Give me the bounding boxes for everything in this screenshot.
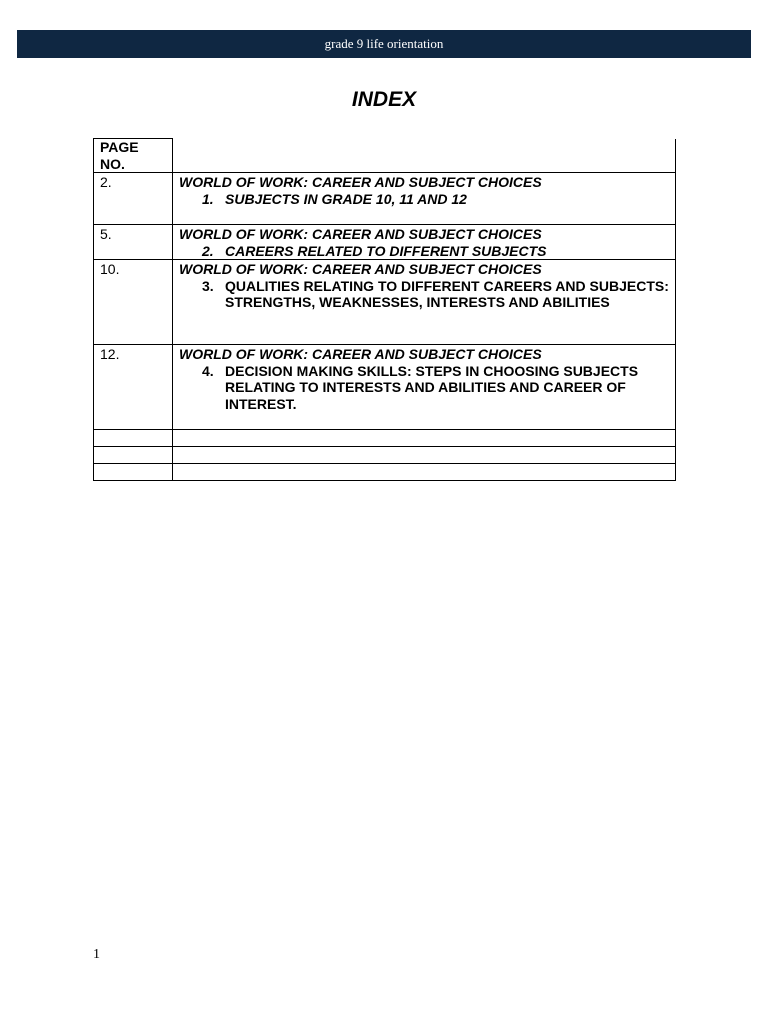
sub-item xyxy=(179,363,669,413)
empty-cell xyxy=(173,430,676,447)
sub-item-text: CAREERS RELATED TO DIFFERENT SUBJECTS xyxy=(225,242,547,259)
empty-table-row xyxy=(94,430,676,447)
content-header xyxy=(173,139,676,173)
empty-cell xyxy=(94,447,173,464)
section-title: WORLD OF WORK: CAREER AND SUBJECT CHOICES xyxy=(179,261,542,277)
sub-item-text: DECISION MAKING SKILLS: STEPS IN CHOOSING SUBJECTS RELATING TO INTERESTS AND ABILITIES AND CAREER OF INTEREST. xyxy=(225,362,639,412)
table-header-row xyxy=(94,139,676,173)
page-title: INDEX xyxy=(351,88,417,111)
sub-item xyxy=(179,278,669,311)
sub-item-text: SUBJECTS IN GRADE 10, 11 AND 12 xyxy=(225,190,467,207)
section-title: WORLD OF WORK: CAREER AND SUBJECT CHOICES xyxy=(179,346,542,362)
content-cell xyxy=(173,225,676,260)
section-title: WORLD OF WORK: CAREER AND SUBJECT CHOICES xyxy=(179,226,542,242)
page-cell: 10. xyxy=(94,260,173,345)
sub-item-number: 2. xyxy=(202,242,214,259)
content-cell xyxy=(173,345,676,430)
section-title: WORLD OF WORK: CAREER AND SUBJECT CHOICES xyxy=(179,174,542,190)
content-cell xyxy=(173,173,676,225)
sub-item xyxy=(179,243,669,260)
empty-cell xyxy=(173,464,676,481)
empty-cell xyxy=(94,464,173,481)
table-row xyxy=(94,345,676,430)
sub-item-number: 3. xyxy=(202,277,214,294)
page-no-header: PAGE NO. xyxy=(94,139,173,173)
sub-item-text: QUALITIES RELATING TO DIFFERENT CAREERS AND SUBJECTS: STRENGTHS, WEAKNESSES, INTERESTS AND ABILITIES xyxy=(225,277,669,310)
empty-table-row xyxy=(94,447,676,464)
table-row xyxy=(94,260,676,345)
header-bar xyxy=(17,30,751,58)
page-cell: 12. xyxy=(94,345,173,430)
empty-cell xyxy=(173,447,676,464)
table-row xyxy=(94,225,676,260)
empty-table-row xyxy=(94,464,676,481)
empty-cell xyxy=(94,430,173,447)
table-row xyxy=(94,173,676,225)
index-table xyxy=(93,138,676,481)
sub-item-number: 4. xyxy=(202,362,214,379)
header-text: grade 9 life orientation xyxy=(324,36,444,51)
page-cell: 2. xyxy=(94,173,173,225)
page-number: 1 xyxy=(93,947,100,962)
sub-item-number: 1. xyxy=(202,190,214,207)
sub-item xyxy=(179,191,669,208)
page-cell: 5. xyxy=(94,225,173,260)
content-cell xyxy=(173,260,676,345)
